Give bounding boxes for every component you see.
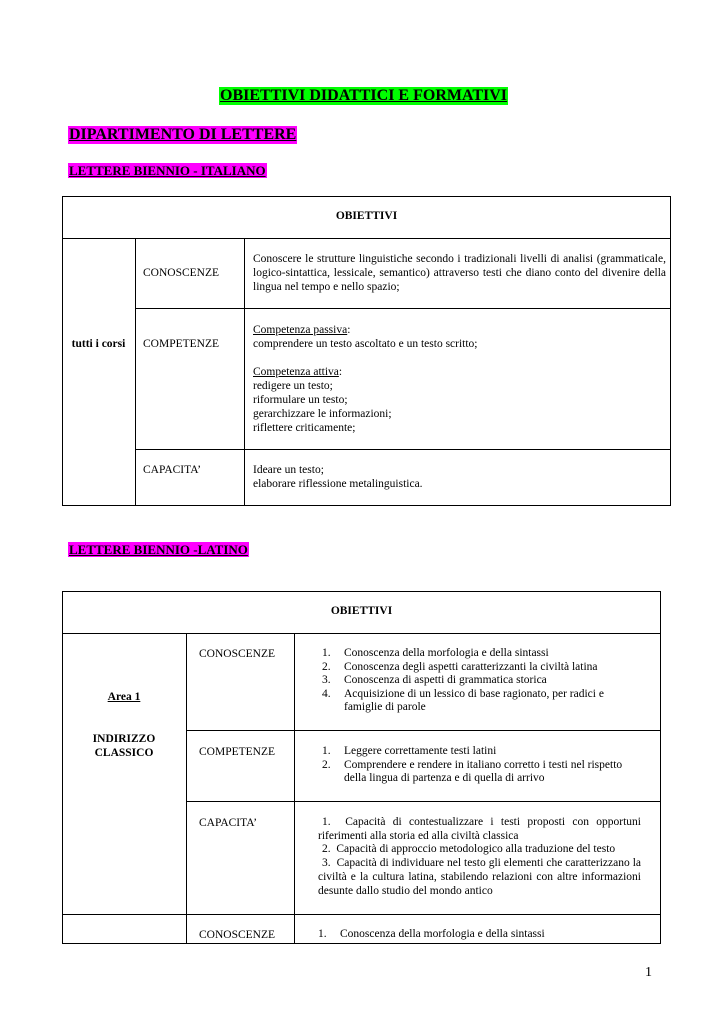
section-heading-italiano: LETTERE BIENNIO - ITALIANO — [69, 163, 266, 178]
list-item: 1. Conoscenza della morfologia e della sintassi — [318, 928, 545, 940]
page-number: 1 — [645, 965, 652, 980]
list-item: 1. Leggere correttamente testi latini — [322, 745, 497, 757]
list-item: 3. Conoscenza di aspetti di grammatica storica — [322, 674, 547, 687]
capacita-line: elaborare riflessione metalinguistica. — [253, 478, 423, 490]
list-item: 2. Comprendere e rendere in italiano corretto i testi nel rispetto della lingua di partenza e di quella di arrivo — [322, 758, 623, 785]
label-competenze-latino: COMPETENZE — [199, 746, 276, 758]
competenza-attiva-title: Competenza attiva — [253, 366, 339, 378]
document-title: OBIETTIVI DIDATTICI E FORMATIVI — [220, 87, 508, 104]
area-label: Area 1 — [107, 691, 141, 703]
competenza-attiva-line: gerarchizzare le informazioni; — [253, 408, 392, 420]
list-item: 2. Capacità di approccio metodologico alla traduzione del testo — [322, 843, 616, 856]
conoscenze-next-list — [318, 928, 648, 942]
competenza-passiva-title: Competenza passiva — [253, 324, 348, 336]
competenza-passiva-line: comprendere un testo ascoltato e un testo scritto; — [253, 338, 478, 350]
competenza-attiva-line: riformulare un testo; — [253, 394, 348, 406]
conoscenze-list — [322, 647, 644, 715]
row-label-tutti-i-corsi: tutti i corsi — [71, 338, 126, 350]
label-conoscenze-next: CONOSCENZE — [199, 929, 276, 941]
label-capacita: CAPACITA’ — [143, 464, 202, 476]
list-item: 4. Acquisizione di un lessico di base ragionato, per radici e famiglie di parole — [322, 687, 604, 714]
capacita-text — [253, 463, 666, 491]
conoscenze-text: Conoscere le strutture linguistiche secondo i tradizionali livelli di analisi (grammaticale, logico-sintattica, lessicale, semantico) attraverso testi che diano conto del divenire della lingua nel tempo e nello spazio; — [253, 253, 666, 293]
area-indirizzo — [62, 732, 186, 760]
list-item: 2. Conoscenza degli aspetti caratterizzanti la civiltà latina — [322, 660, 598, 673]
area-sub-line: CLASSICO — [94, 747, 154, 759]
department-heading: DIPARTIMENTO DI LETTERE — [69, 126, 297, 143]
competenza-attiva-line: redigere un testo; — [253, 380, 333, 392]
list-item: 1. Capacità di contestualizzare i testi proposti con opportuni riferimenti alla storia ed alla civiltà classica — [318, 816, 642, 842]
label-conoscenze: CONOSCENZE — [143, 267, 220, 279]
capacita-list — [318, 816, 641, 898]
competenze-list — [322, 745, 644, 786]
label-capacita-latino: CAPACITA’ — [199, 817, 258, 829]
table-header-obiettivi-latino: OBIETTIVI — [330, 605, 393, 617]
list-item: 3. Capacità di individuare nel testo gli elementi che caratterizzano la civiltà e la cultura latina, stabilendo relazioni con altre informazioni desunte dallo studio del mondo antico — [318, 857, 642, 897]
competenza-attiva-line: riflettere criticamente; — [253, 422, 356, 434]
competenze-text: Competenza passiva: comprendere un testo ascoltato e un testo scritto; Competenza attiva: redigere un testo; riformulare un testo; gerarchizzare le informazioni; riflettere criticamente; — [253, 323, 666, 435]
area-sub-line: INDIRIZZO — [92, 733, 156, 745]
label-conoscenze-latino: CONOSCENZE — [199, 648, 276, 660]
list-item: 1. Conoscenza della morfologia e della sintassi — [322, 647, 549, 659]
table-header-obiettivi: OBIETTIVI — [335, 210, 398, 222]
capacita-line: Ideare un testo; — [253, 464, 324, 476]
label-competenze: COMPETENZE — [143, 338, 220, 350]
section-heading-latino: LETTERE BIENNIO -LATINO — [69, 542, 248, 557]
